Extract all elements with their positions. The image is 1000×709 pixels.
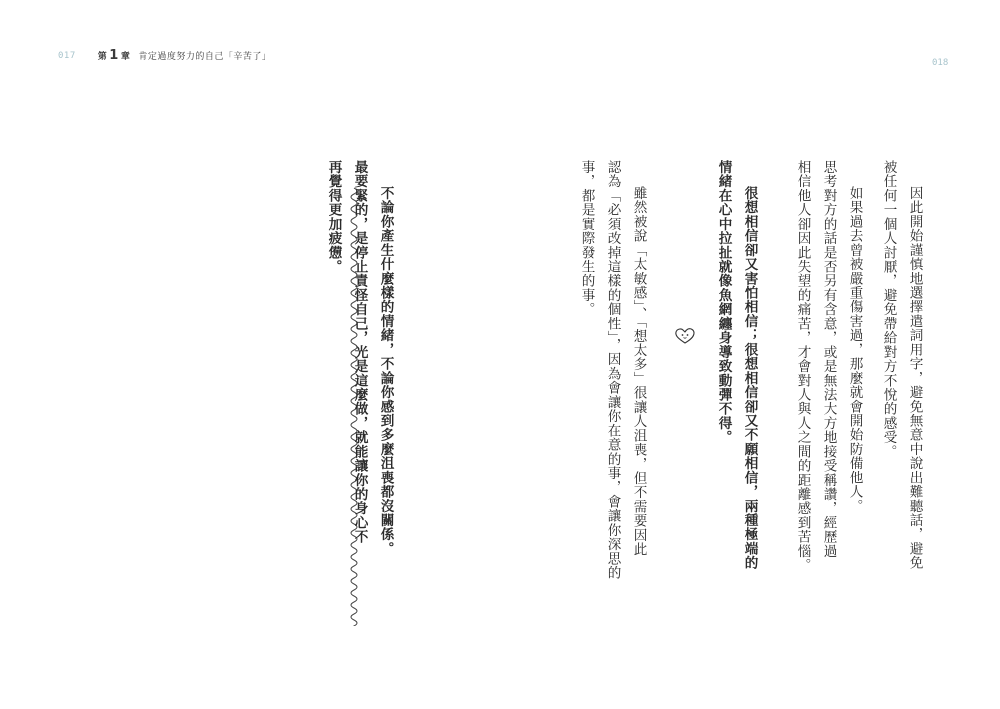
paragraph-2-line-2: 思考對方的話是否另有含意，或是無法大方地接受稱讚，經歷過 — [820, 160, 837, 559]
paragraph-2-line-3: 相信他人卻因此失望的痛苦，才會對人與人之間的距離感到苦惱。 — [794, 160, 811, 573]
paragraph-4-line-1: 雖然被說「太敏感」、「想太多」很讓人沮喪，但不需要因此 — [630, 186, 647, 557]
running-header — [58, 48, 271, 63]
heart-doodle-icon — [673, 326, 697, 346]
paragraph-3-line-2: 情緒在心中拉扯就像魚網纏身導致動彈不得。 — [715, 160, 732, 445]
paragraph-5-line-2: 最要緊的，是停止責怪自己，光是這麼做，就能讓你的身心不 — [351, 160, 368, 544]
paragraph-1-line-1: 因此開始謹慎地選擇遣詞用字，避免無意中說出難聽話，避免 — [906, 186, 923, 570]
paragraph-5-line-3: 再覺得更加疲憊。 — [325, 160, 342, 274]
paragraph-4-line-3: 事，都是實際發生的事。 — [578, 160, 595, 317]
chapter-label — [98, 48, 131, 63]
paragraph-3-line-1: 很想相信卻又害怕相信；很想相信卻又不願相信，兩種極端的 — [741, 186, 758, 570]
paragraph-1-line-2: 被任何一個人討厭，避免帶給對方不悅的感受。 — [880, 160, 897, 459]
paragraph-4-line-2: 認為「必須改掉這樣的個性」，因為會讓你在意的事，會讓你深思的 — [604, 160, 621, 580]
chapter-suffix: 章 — [120, 52, 131, 62]
chapter-number: 1 — [109, 48, 119, 63]
chapter-title: 肯定過度努力的自己「辛苦了」 — [138, 52, 272, 62]
paragraph-5-line-1: 不論你產生什麼樣的情緒，不論你感到多麼沮喪都沒關係。 — [377, 186, 394, 556]
right-page-number: 018 — [932, 58, 949, 68]
chapter-prefix: 第 — [97, 52, 108, 62]
left-page-number: 017 — [58, 50, 76, 61]
paragraph-2-line-1: 如果過去曾被嚴重傷害過，那麼就會開始防備他人。 — [846, 186, 863, 514]
